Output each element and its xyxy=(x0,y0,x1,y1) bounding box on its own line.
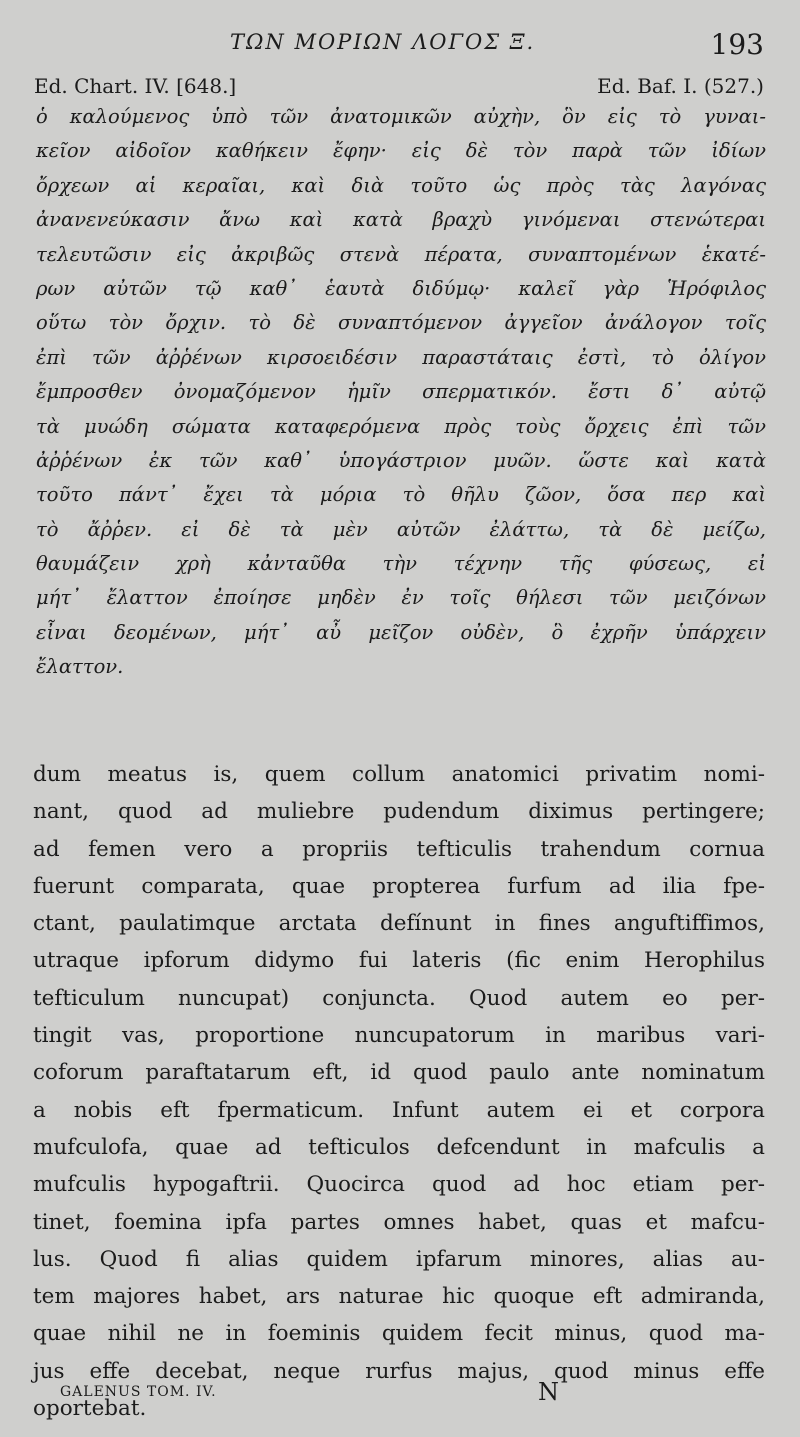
latin-line: nant, quod ad muliebre pudendum diximus pertingere; xyxy=(33,799,765,825)
greek-line: τοῦτο πάντ᾽ ἔχει τὰ μόρια τὸ θῆλυ ζῶον, ὅσα περ καὶ xyxy=(36,483,766,507)
latin-line: tefticulum nuncupat) conjuncta. Quod autem eo per- xyxy=(33,985,765,1011)
latin-line: oportebat. xyxy=(33,1396,147,1422)
latin-line: coforum paraftatarum eft, id quod paulo ante nominatum xyxy=(33,1060,765,1086)
running-head xyxy=(0,28,800,68)
latin-line: mufculis hypogaftrii. Quocirca quod ad hoc etiam per- xyxy=(33,1172,765,1198)
greek-line: ἔλαττον. xyxy=(36,655,124,679)
page-number: 193 xyxy=(710,28,764,61)
signature-mark: N xyxy=(538,1378,559,1406)
latin-line: tinet, foemina ipfa partes omnes habet, quas et mafcu- xyxy=(33,1209,765,1235)
volume-signature: GALENUS TOM. IV. xyxy=(60,1384,217,1400)
greek-line: τελευτῶσιν εἰς ἀκριβῶς στενὰ πέρατα, συναπτομένων ἑκατέ- xyxy=(36,242,766,266)
greek-text-block xyxy=(36,100,766,685)
latin-line: ad femen vero a propriis tefticulis trahendum cornua xyxy=(33,836,765,862)
latin-line: jus effe decebat, neque rurfus majus, quod minus effe xyxy=(33,1358,765,1384)
edition-chartier: Ed. Chart. IV. [648.] xyxy=(34,74,237,98)
latin-line: utraque ipforum didymo fui lateris (fic enim Herophilus xyxy=(33,948,765,974)
latin-line: tingit vas, proportione nuncupatorum in maribus vari- xyxy=(33,1023,765,1049)
latin-line: dum meatus is, quem collum anatomici privatim nomi- xyxy=(33,762,765,787)
greek-line: ἀνανενεύκασιν ἄνω καὶ κατὰ βραχὺ γινόμεναι στενώτεραι xyxy=(36,208,766,232)
page-footer xyxy=(60,1378,760,1418)
greek-line: ἐπὶ τῶν ἀῤῥένων κιρσοειδέσιν παραστάταις ἐστὶ, τὸ ὀλίγον xyxy=(36,345,766,369)
edition-basel: Ed. Baf. I. (527.) xyxy=(597,74,764,98)
greek-line: εἶναι δεομένων, μήτ᾽ αὖ μεῖζον οὐδὲν, ὃ ἐχρῆν ὑπάρχειν xyxy=(36,620,766,644)
greek-line: μήτ᾽ ἔλαττον ἐποίησε μηδὲν ἐν τοῖς θήλεσι τῶν μειζόνων xyxy=(36,586,766,610)
latin-line: ctant, paulatimque arctata defínunt in fines anguftiffimos, xyxy=(33,911,765,937)
latin-line: tem majores habet, ars naturae hic quoque eft admiranda, xyxy=(33,1284,765,1310)
greek-line: ἔμπροσθεν ὀνομαζόμενον ἡμῖν σπερματικόν. ἔστι δ᾽ αὐτῷ xyxy=(36,380,766,404)
greek-line: ὁ καλούμενος ὑπὸ τῶν ἀνατομικῶν αὐχὴν, ὃν εἰς τὸ γυναι- xyxy=(36,105,766,128)
greek-line: θαυμάζειν χρὴ κἀνταῦθα τὴν τέχνην τῆς φύσεως, εἰ xyxy=(36,552,766,576)
greek-line: ρων αὐτῶν τῷ καθ᾽ ἑαυτὰ διδύμῳ· καλεῖ γὰρ Ἡρόφιλος xyxy=(36,276,766,300)
greek-line: ἀῤῥένων ἐκ τῶν καθ᾽ ὑπογάστριον μυῶν. ὥστε καὶ κατὰ xyxy=(36,448,766,472)
greek-line: τὸ ἄῤῥεν. εἰ δὲ τὰ μὲν αὐτῶν ἐλάττω, τὰ δὲ μείζω, xyxy=(36,517,766,541)
greek-line: ὄρχεων αἱ κεραῖαι, καὶ διὰ τοῦτο ὡς πρὸς τὰς λαγόνας xyxy=(36,173,766,197)
latin-line: a nobis eft fpermaticum. Infunt autem ei et corpora xyxy=(33,1097,765,1123)
greek-line: κεῖον αἰδοῖον καθήκειν ἔφην· εἰς δὲ τὸν παρὰ τῶν ἰδίων xyxy=(36,139,766,163)
latin-line: quae nihil ne in foeminis quidem fecit minus, quod ma- xyxy=(33,1321,765,1347)
running-title: ΤΩΝ ΜΟΡΙΩΝ ΛΟΓΟΣ Ξ. xyxy=(230,30,536,54)
greek-line: οὕτω τὸν ὄρχιν. τὸ δὲ συναπτόμενον ἀγγεῖον ἀνάλογον τοῖς xyxy=(36,311,766,335)
greek-line: τὰ μυώδη σώματα καταφερόμενα πρὸς τοὺς ὄρχεις ἐπὶ τῶν xyxy=(36,414,766,438)
latin-line: fuerunt comparata, quae propterea furfum ad ilia fpe- xyxy=(33,873,765,899)
latin-line: mufculofa, quae ad tefticulos defcendunt in mafculis a xyxy=(33,1134,765,1160)
latin-text-block xyxy=(33,756,765,1427)
latin-line: lus. Quod fi alias quidem ipfarum minores, alias au- xyxy=(33,1246,765,1272)
